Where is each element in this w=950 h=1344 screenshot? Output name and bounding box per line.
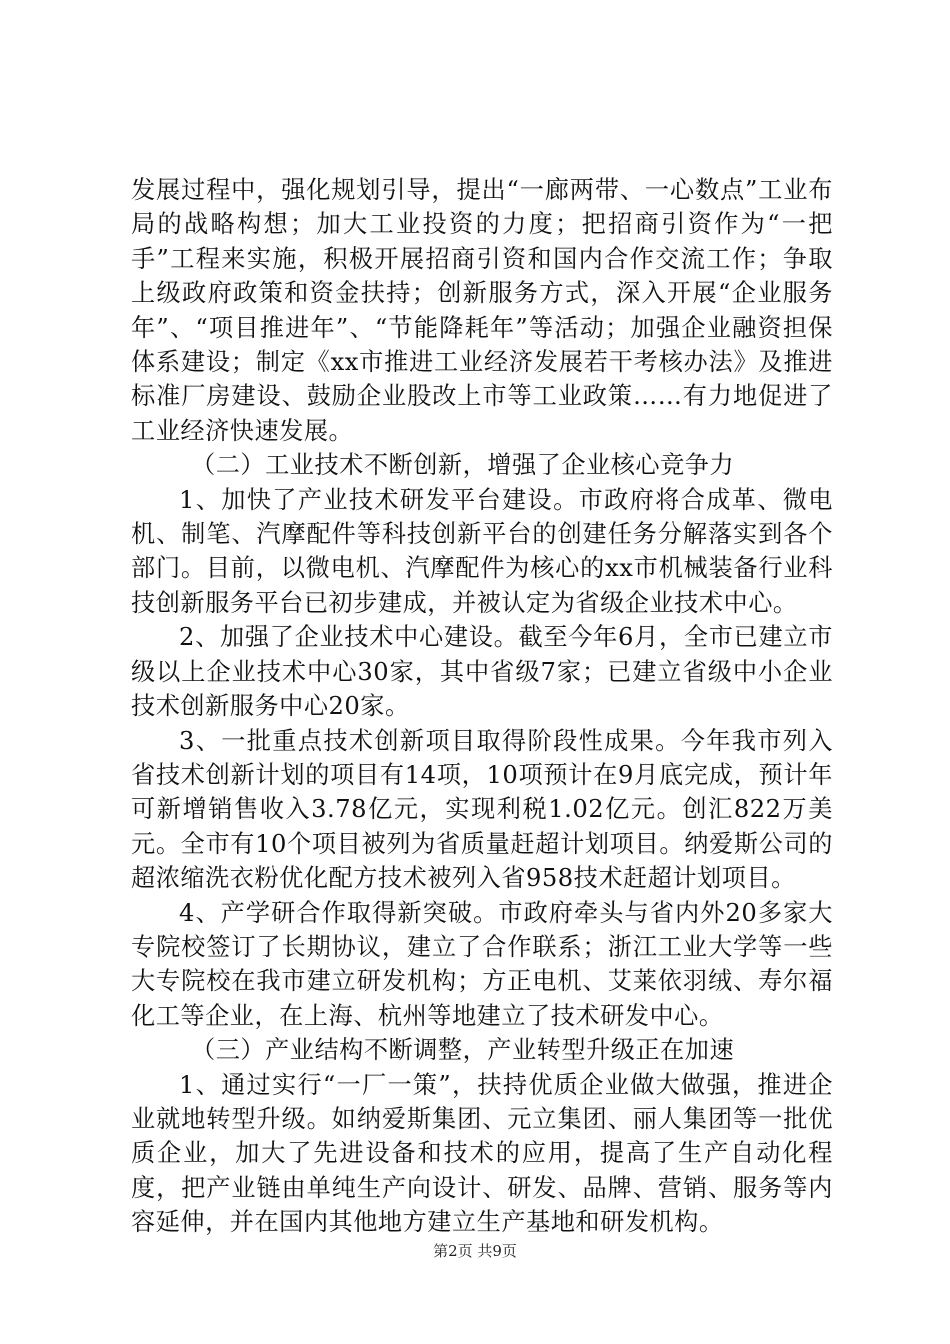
paragraph-industry-academia: 4、产学研合作取得新突破。市政府牵头与省内外20多家大专院校签订了长期协议，建立了合作联系；浙江工业大学等一些大专院校在我市建立研发机构；方正电机、艾莱依羽绒、寿尔福化工等企业，在上海、杭州等地建立了技术研发中心。	[131, 898, 833, 1030]
paragraph-rd-platform: 1、加快了产业技术研发平台建设。市政府将合成革、微电机、制笔、汽摩配件等科技创新平台的创建任务分解落实到各个部门。目前，以微电机、汽摩配件为核心的xx市机械装备行业科技创新服务平台已初步建成，并被认定为省级企业技术中心。	[131, 485, 833, 617]
section-heading-industrial-structure: （三）产业结构不断调整，产业转型升级正在加速	[191, 1036, 735, 1065]
paragraph-tech-center: 2、加强了企业技术中心建设。截至今年6月，全市已建立市级以上企业技术中心30家，其中省级7家；已建立省级中小企业技术创新服务中心20家。	[131, 623, 833, 721]
paragraph-one-factory-one-policy: 1、通过实行“一厂一策”，扶持优质企业做大做强，推进企业就地转型升级。如纳爱斯集团、元立集团、丽人集团等一批优质企业，加大了先进设备和技术的应用，提高了生产自动化程度，把产业链由单纯生产向设计、研发、品牌、营销、服务等内容延伸，并在国内其他地方建立生产基地和研发机构。	[131, 1070, 833, 1237]
paragraph-industry-policy: 发展过程中，强化规划引导，提出“一廊两带、一心数点”工业布局的战略构想；加大工业投资的力度；把招商引资作为“一把手”工程来实施，积极开展招商引资和国内合作交流工作；争取上级政府政策和资金扶持；创新服务方式，深入开展“企业服务年”、“项目推进年”、“节能降耗年”等活动；加强企业融资担保体系建设；制定《xx市推进工业经济发展若干考核办法》及推进标准厂房建设、鼓励企业股改上市等工业政策……有力地促进了工业经济快速发展。	[131, 176, 833, 445]
paragraph-key-projects: 3、一批重点技术创新项目取得阶段性成果。今年我市列入省技术创新计划的项目有14项，10项预计在9月底完成，预计年可新增销售收入3.78亿元，实现利税1.02亿元。创汇822万美元。全市有10个项目被列为省质量赶超计划项目。纳爱斯公司的超浓缩洗衣粉优化配方技术被列入省958技术赶超计划项目。	[131, 726, 833, 893]
section-heading-tech-innovation: （二）工业技术不断创新，增强了企业核心竞争力	[191, 451, 735, 480]
document-body	[131, 173, 833, 1240]
page-number-footer: 第2页 共9页	[433, 1242, 517, 1260]
